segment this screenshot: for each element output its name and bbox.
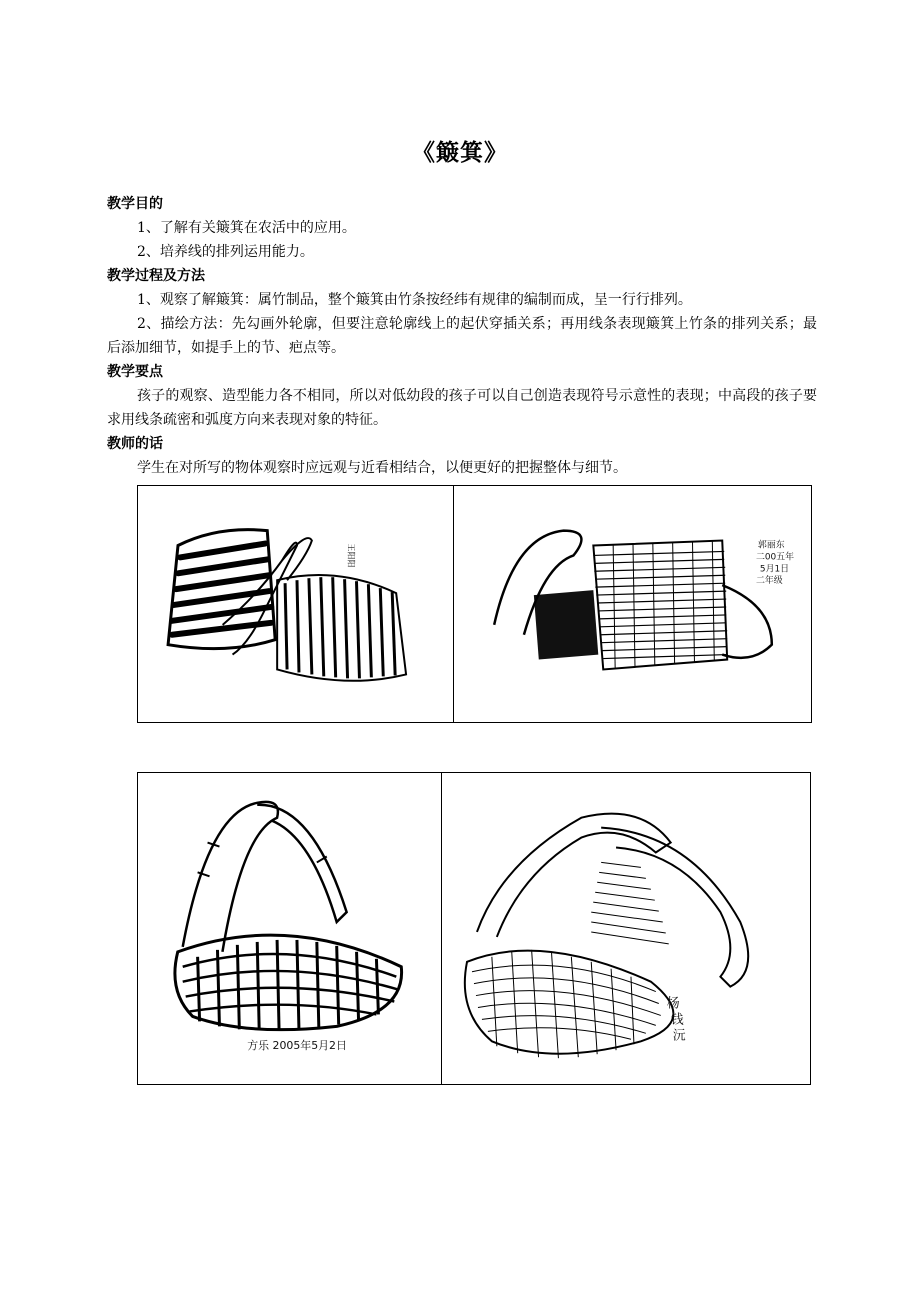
paragraph: 2、描绘方法：先勾画外轮廓，但要注意轮廓线上的起伏穿插关系；再用线条表现簸箕上竹条的排列关系；最后添加细节，如提手上的节、疤点等。: [107, 316, 817, 356]
basket-sketch: [138, 773, 442, 1084]
basket-sketch: [454, 486, 811, 722]
basket-sketch: [442, 773, 810, 1084]
student-drawing-3: [137, 772, 443, 1085]
svg-text:二年级: 二年级: [755, 576, 783, 587]
section-heading: 教学过程及方法: [107, 268, 205, 284]
signature: 王阳阳: [346, 543, 356, 568]
paragraph: 1、了解有关簸箕在农活中的应用。: [137, 220, 356, 236]
paragraph: 1、观察了解簸箕：属竹制品，整个簸箕由竹条按经纬有规律的编制而成，呈一行行排列。: [137, 292, 692, 308]
signature: [667, 995, 686, 1043]
section-heading: 教学要点: [107, 364, 163, 380]
paragraph: 学生在对所写的物体观察时应远观与近看相结合，以便更好的把握整体与细节。: [137, 460, 627, 476]
paragraph: 2、培养线的排列运用能力。: [137, 244, 314, 260]
svg-text:钱: 钱: [670, 1012, 684, 1028]
signature: 方乐 2005年5月2日: [247, 1039, 347, 1053]
section-heading: 教学目的: [107, 196, 163, 212]
student-drawing-4: [441, 772, 811, 1085]
page-title: 《簸箕》: [412, 139, 508, 166]
svg-text:沅: 沅: [672, 1028, 686, 1044]
paragraph: 孩子的观察、造型能力各不相同，所以对低幼段的孩子可以自己创造表现符号示意性的表现；中高段的孩子要求用线条疏密和弧度方向来表现对象的特征。: [107, 388, 817, 428]
signature: [756, 538, 794, 586]
svg-text:杨: 杨: [666, 996, 680, 1012]
document-body: [107, 192, 817, 480]
svg-text:5月1日: 5月1日: [759, 564, 790, 575]
svg-text:郭丽东: 郭丽东: [757, 540, 785, 551]
student-drawing-1: [137, 485, 455, 723]
student-drawing-2: [453, 485, 812, 723]
section-heading: 教师的话: [107, 436, 163, 452]
svg-text:二00五年: 二00五年: [755, 552, 795, 563]
basket-sketch: [138, 486, 454, 722]
